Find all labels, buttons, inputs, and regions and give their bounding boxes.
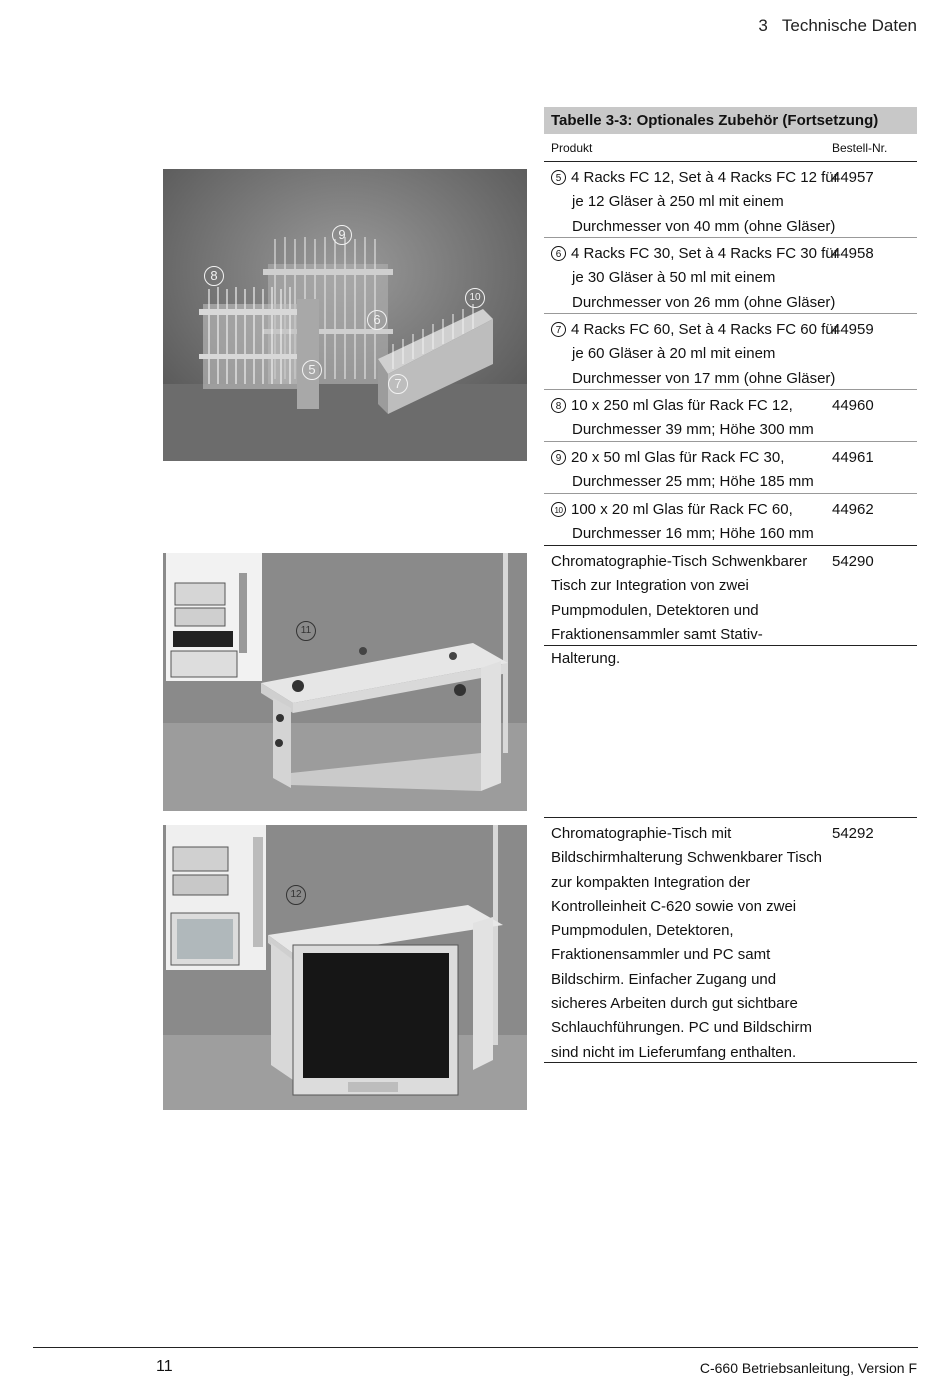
photo-chromatography-table-monitor [163, 825, 527, 1110]
order-number: 54292 [832, 825, 874, 842]
footer-divider [33, 1347, 918, 1348]
table-row [544, 390, 917, 442]
callout-9: 9 [332, 225, 352, 245]
callout-5: 5 [302, 360, 322, 380]
table-row [544, 546, 917, 668]
table-row [544, 494, 917, 546]
chapter-number: 3 [758, 16, 768, 35]
order-number: 54290 [832, 553, 874, 570]
product-description: Chromatographie-Tisch mit Bildschirmhalterung Schwenkbarer Tisch zur kompakten Integration der Kontrolleinheit C-620 sowie von zwei Pumpmodulen, Detektoren, Fraktionensammler und PC samt Bildschirm. Einfacher Zugang und sicheres Arbeiten durch gut sichtbare Schlauchführungen. PC und Bildschirm sind nicht im Lieferumfang enthalten. [551, 825, 822, 1061]
product-description: 6 4 Racks FC 30, Set à 4 Racks FC 30 für je 30 Gläser à 50 ml mit einem Durchmesser von 26 mm (ohne Gläser) [551, 242, 844, 315]
callout-10: 10 [465, 288, 485, 308]
item-marker: 8 [551, 398, 566, 413]
footer-document-title: C-660 Betriebsanleitung, Version F [699, 1360, 917, 1376]
callout-11: 11 [296, 621, 316, 641]
order-number: 44958 [832, 245, 874, 262]
photo-racks [163, 169, 527, 461]
table-row [544, 442, 917, 494]
chapter-title: Technische Daten [781, 16, 917, 35]
callout-8: 8 [204, 266, 224, 286]
running-header [758, 16, 917, 36]
callout-12: 12 [286, 885, 306, 905]
item-marker: 10 [551, 502, 566, 517]
table-monitor-illustration [163, 825, 527, 1110]
item-marker: 5 [551, 170, 566, 185]
photo-chromatography-table [163, 553, 527, 811]
table-row [544, 817, 917, 1063]
item-marker: 6 [551, 246, 566, 261]
column-order-number: Bestell-Nr. [832, 141, 888, 155]
table-illustration [163, 553, 527, 811]
product-description: 8 10 x 250 ml Glas für Rack FC 12, Durchmesser 39 mm; Höhe 300 mm [551, 394, 844, 443]
item-marker: 9 [551, 450, 566, 465]
table-row [544, 238, 917, 314]
table-column-header [544, 134, 917, 162]
column-product: Produkt [551, 141, 593, 155]
callout-6: 6 [367, 310, 387, 330]
product-description: 7 4 Racks FC 60, Set à 4 Racks FC 60 für je 60 Gläser à 20 ml mit einem Durchmesser von 17 mm (ohne Gläser) [551, 318, 844, 391]
order-number: 44957 [832, 169, 874, 186]
product-description: 10 100 x 20 ml Glas für Rack FC 60, Durchmesser 16 mm; Höhe 160 mm [551, 498, 844, 547]
table-row [544, 162, 917, 238]
order-number: 44962 [832, 501, 874, 518]
order-number: 44960 [832, 397, 874, 414]
table-row [544, 314, 917, 390]
order-number: 44959 [832, 321, 874, 338]
table-title: Tabelle 3-3: Optionales Zubehör (Fortsetzung) [544, 107, 917, 134]
racks-illustration [163, 169, 527, 461]
callout-7: 7 [388, 374, 408, 394]
product-description: 9 20 x 50 ml Glas für Rack FC 30, Durchmesser 25 mm; Höhe 185 mm [551, 446, 844, 495]
order-number: 44961 [832, 449, 874, 466]
item-marker: 7 [551, 322, 566, 337]
product-description: 5 4 Racks FC 12, Set à 4 Racks FC 12 für je 12 Gläser à 250 ml mit einem Durchmesser von 40 mm (ohne Gläser) [551, 166, 844, 239]
product-description: Chromatographie-Tisch Schwenkbarer Tisch zur Integration von zwei Pumpmodulen, Detektoren und Fraktionensammler samt Stativ-Halterung. [551, 553, 808, 668]
page-number: 11 [156, 1358, 173, 1375]
